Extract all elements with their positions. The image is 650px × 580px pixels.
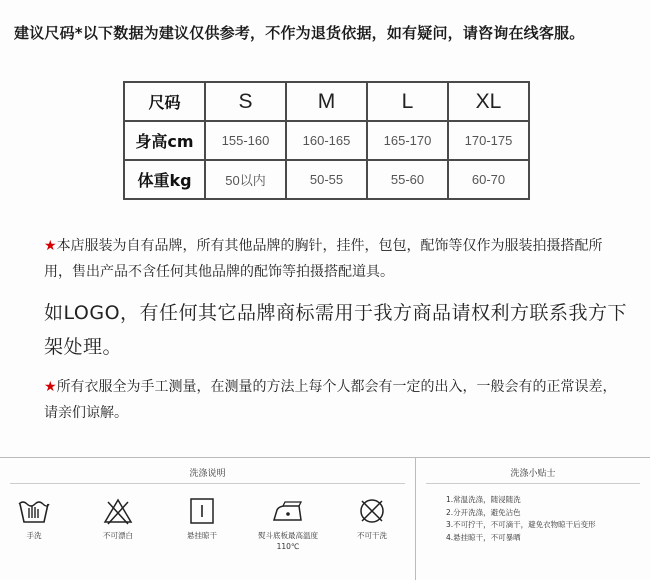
care-item-hand-wash	[0, 496, 74, 541]
care-icon-label: 不可漂白	[103, 531, 133, 540]
table-cell: 55-60	[367, 160, 448, 199]
star-icon: ★	[44, 379, 57, 395]
table-cell: 50-55	[286, 160, 367, 199]
list-item: 3.不可拧干，不可滴干，避免衣物晾干后变形	[446, 520, 596, 529]
care-instructions-panel	[0, 457, 650, 580]
care-item-hang-dry	[162, 496, 242, 541]
table-cell: 160-165	[286, 121, 367, 160]
care-icon-label: 手洗	[26, 531, 42, 540]
table-header-cell: XL	[448, 82, 529, 121]
wash-instructions-title: 洗涤说明	[189, 469, 226, 479]
size-table	[123, 81, 530, 200]
divider	[426, 483, 640, 484]
care-icon-label: 不可干洗	[357, 531, 387, 540]
note-text: 所有衣服全为手工测量，在测量的方法上每个人都会有一定的出入，一般会有的正常误差，请亲们谅解。	[44, 379, 617, 421]
list-item: 2.分开洗涤，避免沾色	[446, 507, 521, 517]
divider	[10, 483, 405, 484]
table-row-label: 体重kg	[124, 160, 205, 199]
list-item: 4.悬挂晾干，不可暴晒	[446, 532, 521, 542]
table-cell: 165-170	[367, 121, 448, 160]
note-text: 本店服装为自有品牌，所有其他品牌的胸针，挂件，包包，配饰等仅作为服装拍摄搭配所用，售出产品不含任何其他品牌的配饰等拍摄搭配道具。	[44, 238, 603, 280]
star-icon: ★	[44, 238, 57, 254]
no-dry-clean-icon	[357, 496, 387, 526]
table-header-cell: S	[205, 82, 286, 121]
table-cell: 60-70	[448, 160, 529, 199]
table-header-cell: L	[367, 82, 448, 121]
table-cell: 50以内	[205, 160, 286, 199]
care-icon-label: 熨斗底板最高温度110℃	[258, 531, 318, 551]
measurement-note	[44, 374, 624, 426]
table-header-cell: 尺码	[124, 82, 205, 121]
size-advice-headline: 建议尺码*以下数据为建议仅供参考，不作为退货依据，如有疑问，请咨询在线客服。	[14, 24, 585, 42]
table-row-label: 身高cm	[124, 121, 205, 160]
iron-icon	[271, 496, 305, 526]
table-row	[124, 160, 529, 199]
list-item: 1.常温洗涤，随浸随洗	[446, 495, 521, 504]
table-cell: 170-175	[448, 121, 529, 160]
table-row	[124, 121, 529, 160]
table-cell: 155-160	[205, 121, 286, 160]
table-row	[124, 82, 529, 121]
hang-dry-icon	[187, 496, 217, 526]
no-bleach-icon	[103, 496, 133, 526]
care-item-no-dry-clean	[332, 496, 412, 541]
care-item-no-bleach	[78, 496, 158, 541]
brand-accessory-note	[44, 233, 624, 285]
wash-tips-title: 洗涤小贴士	[510, 469, 556, 479]
care-item-iron	[248, 496, 328, 552]
hand-wash-icon	[17, 496, 51, 526]
care-icon-label: 悬挂晾干	[187, 531, 217, 540]
table-header-cell: M	[286, 82, 367, 121]
wash-tips-list	[446, 494, 646, 544]
logo-notice: 如LOGO，有任何其它品牌商标需用于我方商品请权利方联系我方下架处理。	[44, 302, 628, 358]
